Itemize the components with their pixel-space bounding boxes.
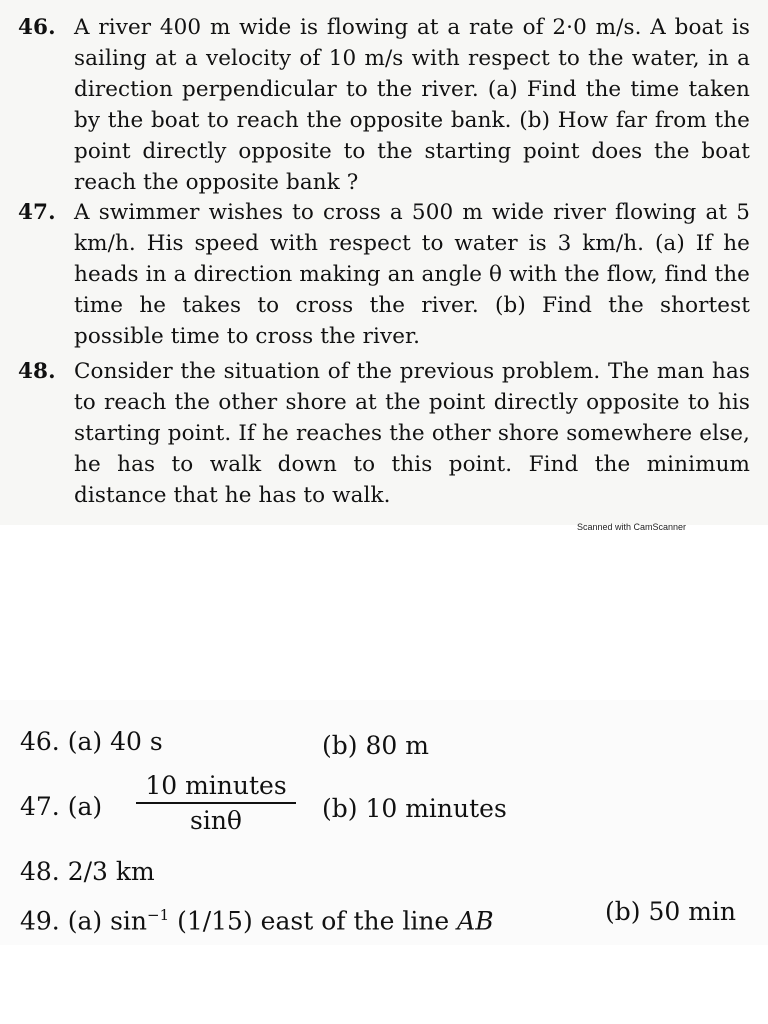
question-47: [18, 197, 750, 352]
line-label: AB: [457, 906, 494, 936]
answer-47-label: 47. (a): [20, 792, 103, 821]
question-text: A river 400 m wide is flowing at a rate of 2·0 m/s. A boat is sailing at a velocity of 10 m/s with respect to the water, in a direction perpendicular to the river. (a) Find the time taken by the boat to reach the opposite bank. (b) How far from the point directly opposite to the starting point does the boat reach the opposite bank ?: [74, 15, 750, 195]
question-46: [18, 12, 750, 198]
answer-48: 48. 2/3 km: [20, 857, 155, 886]
answer-49-b: (b) 50 min: [605, 897, 737, 926]
answer-47-b: (b) 10 minutes: [322, 794, 507, 823]
answer-47-fraction: [136, 770, 296, 838]
question-text: A swimmer wishes to cross a 500 m wide river flowing at 5 km/h. His speed with respect to water is 3 km/h. (a) If he heads in a direction making an angle θ with the flow, find the time he takes to cross the river. (b) Find the shortest possible time to cross the river.: [74, 200, 750, 349]
question-number: 46.: [18, 15, 56, 40]
answer-49-suffix: (1/15) east of the line: [169, 906, 458, 936]
inverse-superscript: −1: [147, 906, 170, 924]
fraction-numerator: 10 minutes: [136, 770, 296, 804]
question-48: [18, 356, 750, 511]
question-text: Consider the situation of the previous problem. The man has to reach the other shore at the point directly opposite to his starting point. If he reaches the other shore somewhere else, he has to walk down to this point. Find the minimum distance that he has to walk.: [74, 359, 750, 508]
question-number: 47.: [18, 200, 56, 225]
question-number: 48.: [18, 359, 56, 384]
answer-49-a: [20, 900, 494, 936]
fraction-denominator: sinθ: [190, 806, 242, 835]
answer-46-a: 46. (a) 40 s: [20, 727, 163, 756]
answer-49-prefix: 49. (a) sin: [20, 906, 147, 936]
answer-46-b: (b) 80 m: [322, 731, 429, 760]
camscanner-watermark: Scanned with CamScanner: [577, 522, 687, 532]
